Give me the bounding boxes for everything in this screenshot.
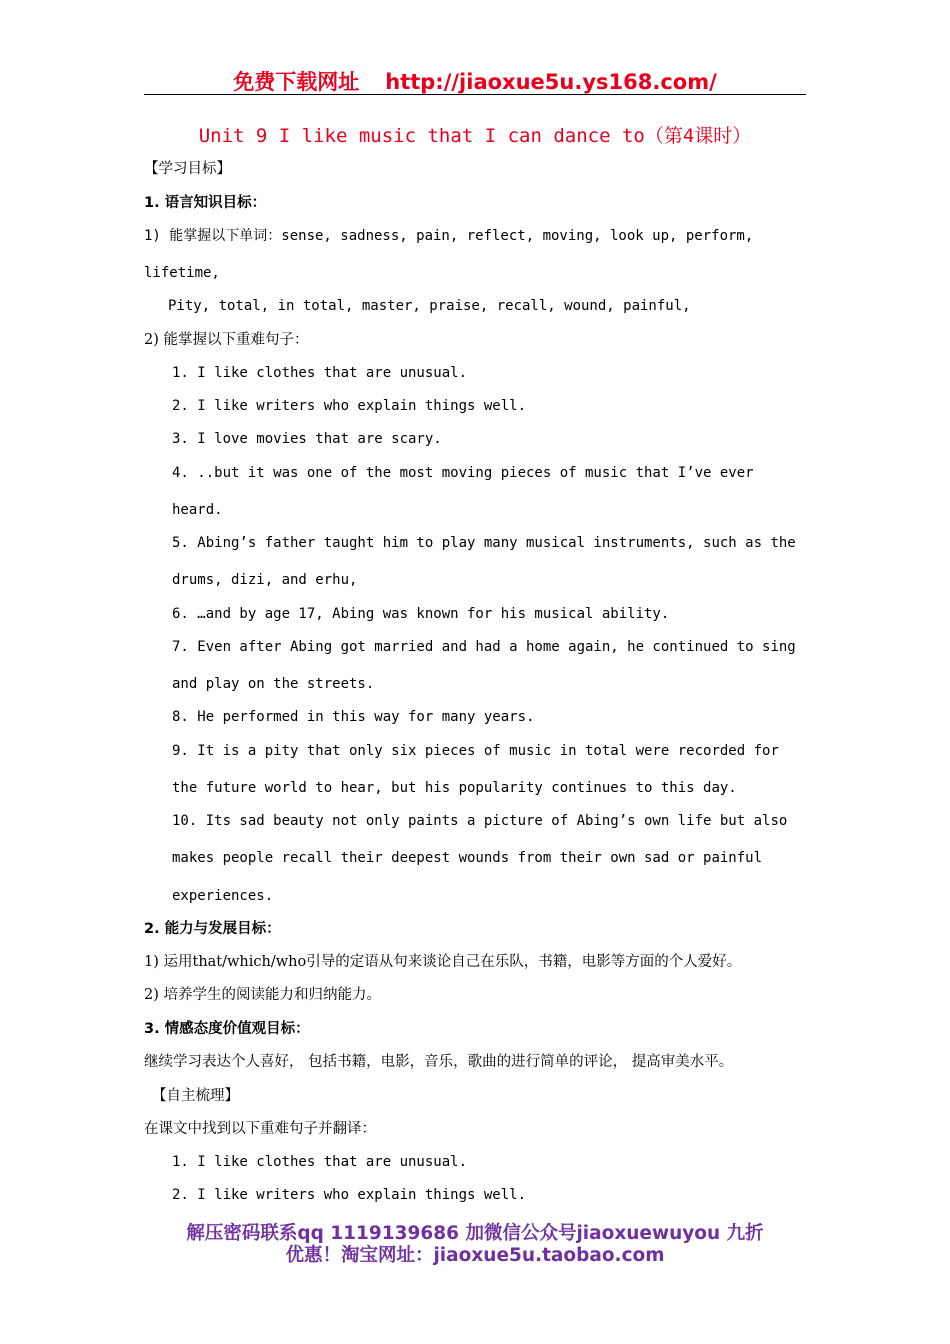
vocab-line-1: 1) 能掌握以下单词：sense, sadness, pain, reflect, moving, look up, perform,: [144, 228, 754, 244]
sentence-7a: 7. Even after Abing got married and had a home again, he continued to sing: [172, 639, 796, 655]
vocab-line-3: Pity, total, in total, master, praise, recall, wound, painful,: [168, 298, 691, 314]
header-banner: [0, 66, 950, 96]
footer-line-2: 优惠！淘宝网址：jiaoxue5u.taobao.com: [285, 1245, 665, 1266]
sentence-9a: 9. It is a pity that only six pieces of music in total were recorded for: [172, 743, 779, 759]
sentence-5b: drums, dizi, and erhu,: [172, 572, 358, 588]
goal-1-heading: 1. 语言知识目标：: [144, 195, 267, 211]
task-instruction: 在课文中找到以下重难句子并翻译：: [144, 1121, 376, 1137]
sentence-6: 6. …and by age 17, Abing was known for his musical ability.: [172, 606, 670, 622]
sentence-7b: and play on the streets.: [172, 676, 375, 692]
sentence-3: 3. I love movies that are scary.: [172, 431, 442, 447]
section-goals-heading: 【学习目标】: [144, 161, 231, 177]
task-sentence-2: 2. I like writers who explain things well.: [172, 1187, 527, 1203]
sentence-2: 2. I like writers who explain things well.: [172, 398, 527, 414]
goal-2-item-1: 1) 运用that/which/who引导的定语从句来谈论自己在乐队，书籍，电影等方面的个人爱好。: [144, 954, 742, 970]
header-label: 免费下载网址: [233, 70, 360, 94]
task-sentence-1: 1. I like clothes that are unusual.: [172, 1154, 468, 1170]
goal-2-item-2: 2) 培养学生的阅读能力和归纳能力。: [144, 987, 381, 1003]
section-self-heading: 【自主梳理】: [152, 1088, 239, 1104]
sentences-heading: 2) 能掌握以下重难句子：: [144, 332, 309, 348]
goal-3-heading: 3. 情感态度价值观目标：: [144, 1021, 310, 1037]
header-url-link[interactable]: http://jiaoxue5u.ys168.com/: [385, 70, 717, 94]
document-title: Unit 9 I like music that I can dance to（第4课时）: [198, 125, 752, 147]
sentence-4b: heard.: [172, 502, 223, 518]
sentence-5a: 5. Abing’s father taught him to play many musical instruments, such as the: [172, 535, 796, 551]
sentence-8: 8. He performed in this way for many years.: [172, 709, 535, 725]
sentence-4a: 4. ..but it was one of the most moving pieces of music that I’ve ever: [172, 465, 754, 481]
sentence-1: 1. I like clothes that are unusual.: [172, 365, 468, 381]
header-rule: [144, 94, 806, 95]
sentence-9b: the future world to hear, but his popularity continues to this day.: [172, 780, 737, 796]
goal-2-heading: 2. 能力与发展目标：: [144, 921, 281, 937]
sentence-10a: 10. Its sad beauty not only paints a picture of Abing’s own life but also: [172, 813, 788, 829]
vocab-line-2: lifetime,: [144, 265, 220, 281]
footer-line-1: 解压密码联系qq 1119139686 加微信公众号jiaoxuewuyou 九折: [186, 1223, 764, 1244]
goal-3-text: 继续学习表达个人喜好， 包括书籍，电影，音乐，歌曲的进行简单的评论， 提高审美水平。: [144, 1054, 734, 1070]
sentence-10c: experiences.: [172, 888, 274, 904]
sentence-10b: makes people recall their deepest wounds from their own sad or painful: [172, 850, 763, 866]
